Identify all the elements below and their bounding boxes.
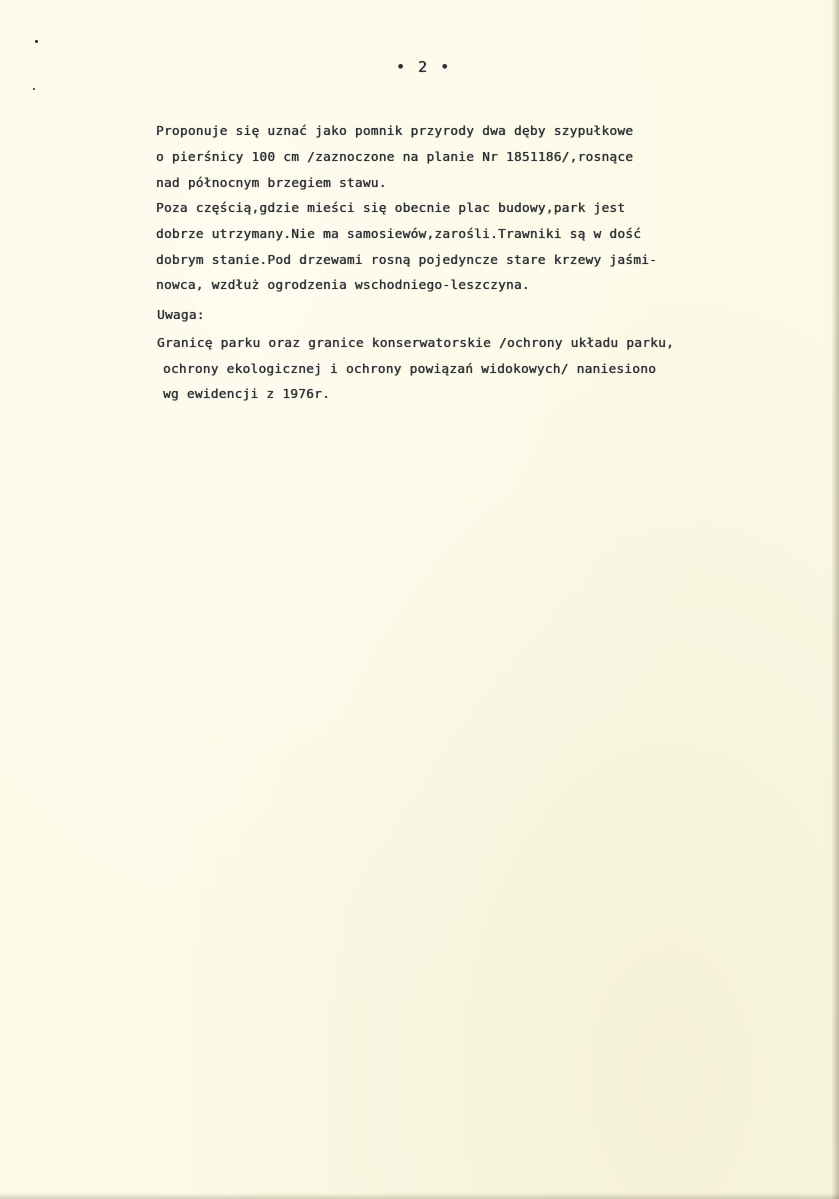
paragraph-3-line: wg ewidencji z 1976r.	[163, 387, 331, 402]
paragraph-2-line: nowca, wzdłuż ogrodzenia wschodniego-leszczyna.	[156, 278, 530, 293]
page-number: • 2 •	[396, 58, 452, 76]
paragraph-1-line: o pierśnicy 100 cm /zaznoczone na planie Nr 1851186/,rosnące	[156, 150, 634, 165]
paragraph-2-line: dobrym stanie.Pod drzewami rosną pojedyncze stare krzewy jaśmi-	[156, 253, 658, 268]
paragraph-2-line: dobrze utrzymany.Nie ma samosiewów,zarośli.Trawniki są w dość	[156, 227, 642, 242]
paragraph-2-line: Poza częścią,gdzie mieści się obecnie plac budowy,park jest	[156, 201, 626, 216]
page-bottom-shadow	[0, 1193, 839, 1199]
page-edge-shadow	[831, 0, 839, 1199]
paragraph-1-line: nad północnym brzegiem stawu.	[156, 176, 387, 191]
note-label: Uwaga:	[157, 308, 205, 323]
margin-speck	[33, 88, 35, 90]
paragraph-3-line: ochrony ekologicznej i ochrony powiązań widokowych/ naniesiono	[163, 362, 657, 377]
paragraph-1-line: Proponuje się uznać jako pomnik przyrody dwa dęby szypułkowe	[156, 124, 634, 139]
margin-speck	[35, 40, 38, 43]
paragraph-3-line: Granicę parku oraz granice konserwatorskie /ochrony układu parku,	[157, 336, 675, 351]
